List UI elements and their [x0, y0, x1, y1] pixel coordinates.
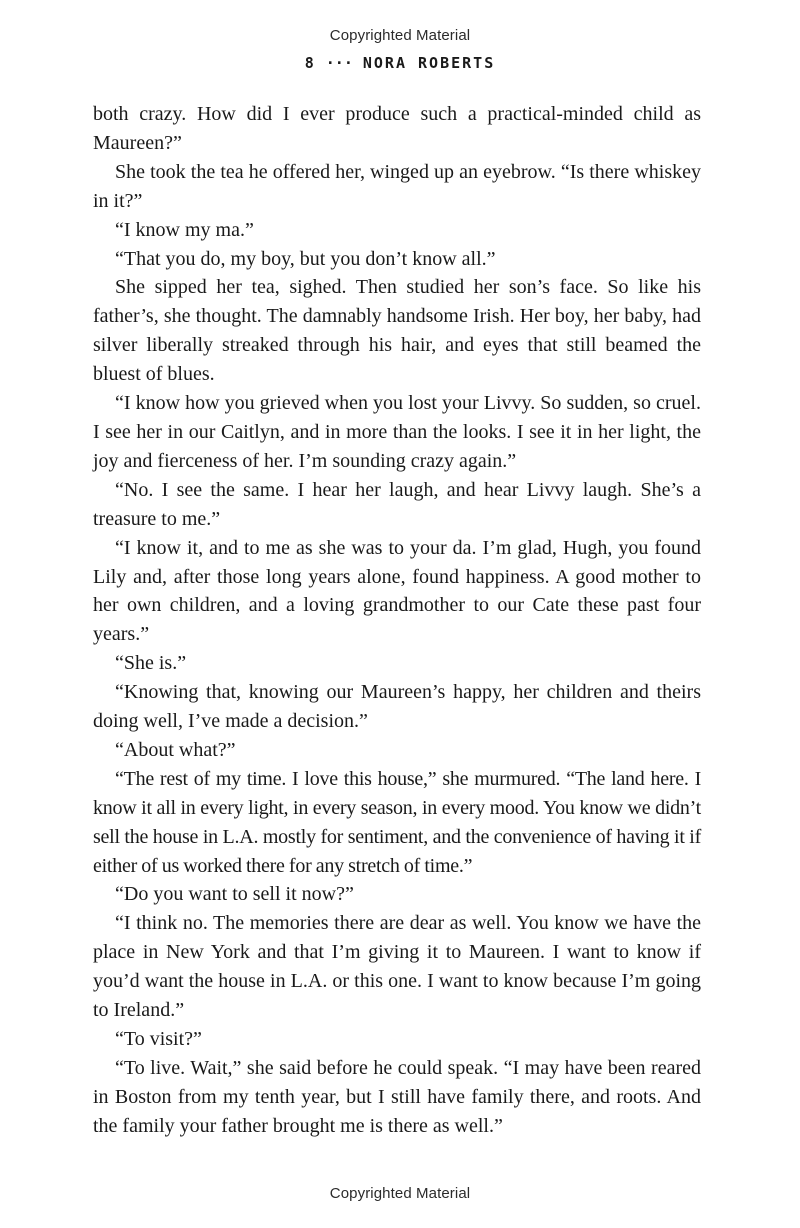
- body-text: [93, 100, 701, 1141]
- running-header: [0, 54, 800, 72]
- paragraph: “I know how you grieved when you lost your Livvy. So sudden, so cruel. I see her in our Caitlyn, and in more than the looks. I see it in her light, the joy and fierceness of her. I’m sounding crazy again.”: [93, 392, 701, 472]
- paragraph: She sipped her tea, sighed. Then studied her son’s face. So like his father’s, she thought. The damnably handsome Irish. Her boy, her baby, had silver liberally streaked through his hair, and eyes that still beamed the bluest of blues.: [93, 276, 701, 386]
- paragraph: “About what?”: [115, 738, 236, 761]
- paragraph: “I know my ma.”: [115, 218, 254, 241]
- paragraph: “I know it, and to me as she was to your da. I’m glad, Hugh, you found Lily and, after those long years alone, found happiness. A good mother to her own children, and a loving grandmother to our Cate these past four years.”: [93, 536, 701, 646]
- paragraph: “That you do, my boy, but you don’t know all.”: [115, 247, 496, 270]
- copyright-watermark-top: Copyrighted Material: [329, 27, 471, 44]
- paragraph: “The rest of my time. I love this house,” she murmured. “The land here. I know it all in every light, in every season, in every mood. You know we didn’t sell the house in L.A. mostly for sentiment, and the convenience of having it if either of us worked there for any stretch of time.”: [93, 767, 701, 877]
- paragraph: She took the tea he offered her, winged up an eyebrow. “Is there whiskey in it?”: [93, 160, 701, 212]
- paragraph: both crazy. How did I ever produce such a practical-minded child as Maureen?”: [93, 103, 701, 154]
- header-separator: ···: [325, 54, 353, 72]
- paragraph: “She is.”: [115, 652, 187, 675]
- paragraph: “I think no. The memories there are dear as well. You know we have the place in New York and that I’m giving it to Maureen. I want to know if you’d want the house in L.A. or this one. I want to know because I’m going to Ireland.”: [93, 912, 701, 1022]
- author-name: NORA ROBERTS: [362, 54, 496, 72]
- copyright-watermark-bottom: Copyrighted Material: [329, 1185, 471, 1202]
- paragraph: “Do you want to sell it now?”: [115, 883, 354, 906]
- paragraph: “No. I see the same. I hear her laugh, and hear Livvy laugh. She’s a treasure to me.”: [93, 478, 701, 530]
- page-number: 8: [304, 54, 316, 72]
- paragraph: “To visit?”: [115, 1028, 202, 1050]
- paragraph: “Knowing that, knowing our Maureen’s happy, her children and theirs doing well, I’ve made a decision.”: [93, 681, 701, 733]
- paragraph: “To live. Wait,” she said before he could speak. “I may have been reared in Boston from my tenth year, but I still have family there, and roots. And the family your father brought me is there as well.”: [93, 1056, 701, 1137]
